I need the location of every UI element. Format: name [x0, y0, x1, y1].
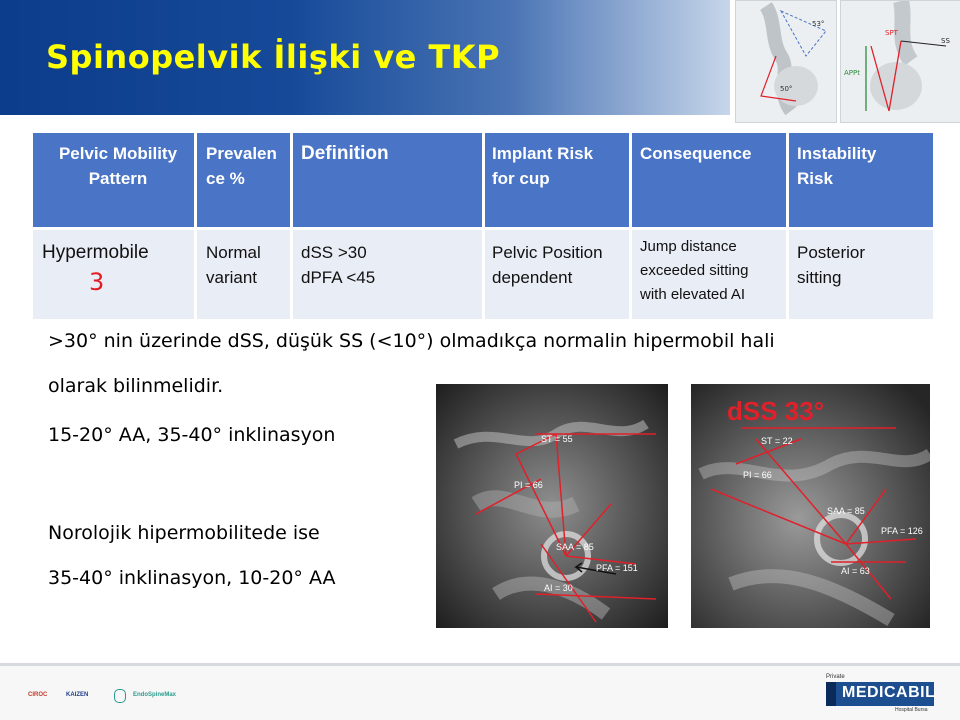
endospinemax-logo: EndoSpineMax — [133, 692, 177, 698]
cell-instability: Posterior sitting — [797, 243, 866, 287]
spine-thumbnail-right — [840, 0, 960, 123]
cell-prevalence: Normal variant — [206, 243, 261, 287]
thumb-spt-label: SPT — [885, 29, 898, 37]
xray-image-standing — [436, 384, 668, 628]
header-definition: Definition — [301, 143, 389, 164]
xray-right-st: ST = 22 — [761, 436, 793, 446]
medicabil-sub-label: Hospital Bursa — [895, 707, 928, 713]
header-instability: Instability Risk — [797, 144, 877, 188]
kaizen-logo: KAIZEN — [66, 692, 89, 698]
ciroc-logo: CIROC — [28, 692, 48, 698]
xray-right-pi: PI = 66 — [743, 470, 772, 480]
thumb-angle-bottom: 50° — [780, 85, 793, 93]
thumb-ss-label: SS — [941, 37, 950, 45]
xray-right-saa: SAA = 85 — [827, 506, 865, 516]
endospine-icon — [114, 689, 126, 703]
body-text-line-4: Norolojik hipermobilitede ise — [48, 522, 320, 544]
xray-right-heading: dSS 33° — [727, 396, 825, 426]
xray-left-ai: AI = 30 — [544, 583, 573, 593]
xray-left-pfa: PFA = 151 — [596, 563, 638, 573]
body-text-line-5: 35-40° inklinasyon, 10-20° AA — [48, 567, 336, 589]
header-implant-risk: Implant Risk for cup — [492, 144, 594, 188]
thumb-appt-label: APPt — [844, 69, 860, 77]
thumb-angle-top: 53° — [812, 20, 825, 28]
header-consequence: Consequence — [640, 144, 752, 163]
spine-thumbnail-left — [735, 0, 837, 123]
medicabil-logo — [826, 682, 934, 706]
pelvic-mobility-table — [33, 133, 933, 319]
xray-left-saa: SAA = 85 — [556, 542, 594, 552]
annotation-number: 3 — [89, 268, 105, 296]
xray-left-pi: PI = 66 — [514, 480, 543, 490]
cell-implant-risk: Pelvic Position dependent — [492, 243, 603, 287]
xray-image-sitting — [691, 384, 930, 628]
body-text-line-1: >30° nin üzerinde dSS, düşük SS (<10°) olmadıkça normalin hipermobil hali — [48, 330, 775, 352]
body-text-line-2: olarak bilinmelidir. — [48, 375, 224, 397]
header-pattern: Pelvic Mobility Pattern — [58, 144, 178, 188]
xray-right-ai: AI = 63 — [841, 566, 870, 576]
slide-title: Spinopelvik İlişki ve TKP — [46, 38, 501, 76]
body-text-line-3: 15-20° AA, 35-40° inklinasyon — [48, 424, 336, 446]
xray-left-st: ST = 55 — [541, 434, 573, 444]
cell-definition: dSS >30 dPFA <45 — [301, 243, 376, 287]
cell-pattern: Hypermobile 3 — [33, 230, 195, 319]
xray-right-pfa: PFA = 126 — [881, 526, 923, 536]
cell-consequence: Jump distance exceeded sitting with elevated AI — [640, 238, 749, 303]
header-prevalence: Prevalen ce % — [206, 144, 277, 188]
medicabil-wordmark: MEDICABIL — [842, 684, 936, 701]
medicabil-top-label: Private — [826, 674, 845, 680]
